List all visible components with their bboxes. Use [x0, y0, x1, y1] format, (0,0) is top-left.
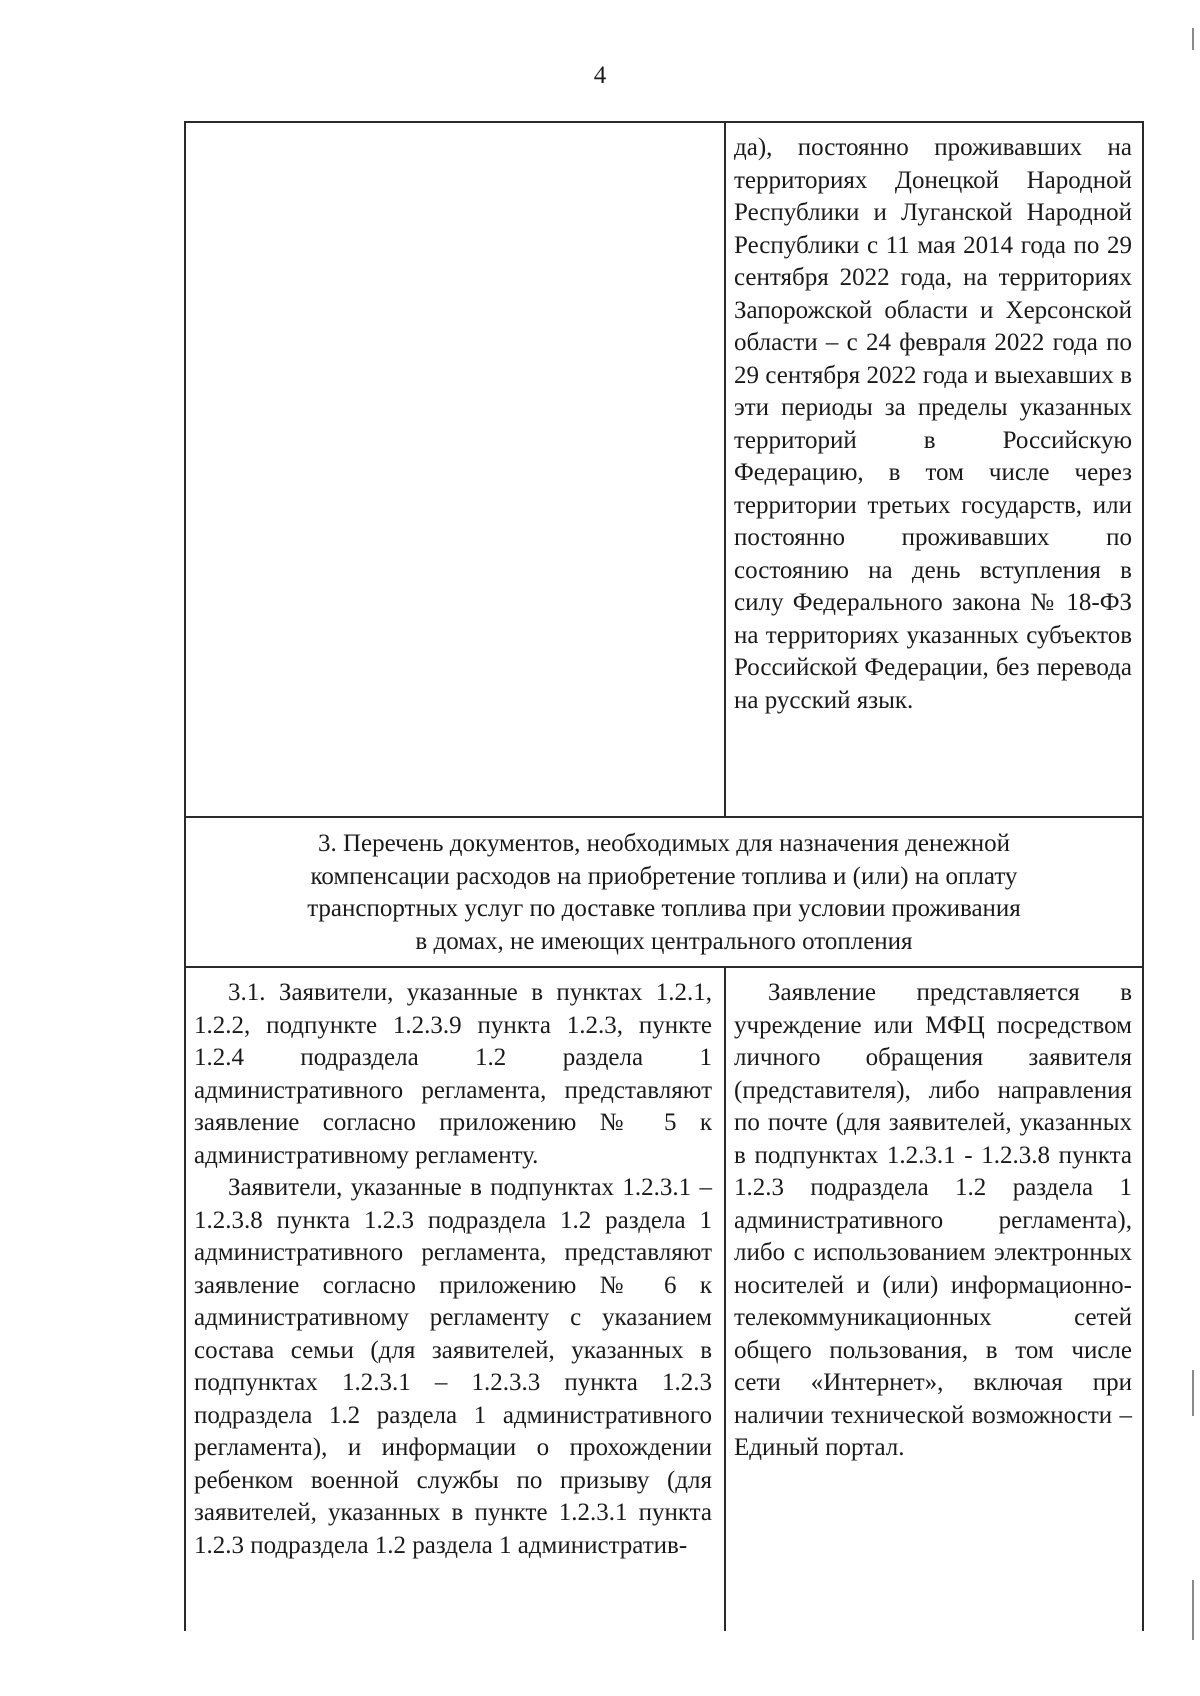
section-3-heading-row — [186, 818, 1142, 968]
section-heading-line: компенсации расходов на приобретение топлива и (или) на оплату — [310, 862, 1018, 890]
scan-edge-mark — [1192, 1580, 1194, 1640]
section-3-heading — [226, 828, 1102, 958]
row1-right-cell-text: да), постоянно проживавших на территориях Донецкой Народной Республики и Луганской Народной Республики с 11 мая 2014 года по 29 сентября 2022 года, на территориях Запорожской области и Херсонской области – с 24 февраля 2022 года по 29 сентября 2022 года и выехавших в эти периоды за пределы указанных территорий в Российскую Федерацию, в том числе через территории третьих государств, или постоянно проживавших по состоянию на день вступления в силу Федерального закона № 18-ФЗ на территориях указанных субъектов Российской Федерации, без перевода на русский язык. — [734, 134, 1132, 714]
left-paragraph-1: 3.1. Заявители, указанные в пунктах 1.2.1, 1.2.2, подпункте 1.2.3.9 пункта 1.2.3, пункте 1.2.4 подраздела 1.2 раздела 1 административного регламента, представляют заявление согласно приложению № 5 к административному регламенту. — [194, 979, 712, 1169]
row3-left-cell — [194, 977, 712, 1562]
left-paragraph-2: Заявители, указанные в подпунктах 1.2.3.1 – 1.2.3.8 пункта 1.2.3 подраздела 1.2 раздела 1 административного регламента, представляют заявление согласно приложению № 6 к административному регламенту с указанием состава семьи (для заявителей, указанных в подпунктах 1.2.3.1 – 1.2.3.3 пункта 1.2.3 подраздела 1.2 раздела 1 административного регламента), и информации о прохождении ребенком военной службы по призыву (для заявителей, указанных в пункте 1.2.3.1 пункта 1.2.3 подраздела 1.2 раздела 1 административ- — [194, 1174, 712, 1559]
page-number: 4 — [593, 62, 607, 89]
scan-edge-mark — [1192, 1370, 1194, 1416]
section-heading-line: 3. Перечень документов, необходимых для назначения денежной — [317, 830, 1010, 857]
scan-edge-mark — [1192, 28, 1194, 50]
table-row-continuation — [186, 123, 1142, 818]
section-heading-line: транспортных услуг по доставке топлива при условии проживания — [307, 895, 1021, 922]
row3-right-cell-text: Заявление представляется в учреждение или МФЦ посредством личного обращения заявителя (представителя), либо направления по почте (для заявителей, указанных в подпунктах 1.2.3.1 - 1.2.3.8 пункта 1.2.3 подраздела 1.2 раздела 1 административного регламента), либо с использованием электронных носителей и (или) информационно-телекоммуникационных сетей общего пользования, в том числе сети «Интернет», включая при наличии технической возможности – Единый портал. — [734, 979, 1132, 1461]
table-row-3-1 — [186, 968, 1142, 1631]
column-divider — [724, 968, 726, 1631]
column-divider — [724, 123, 726, 816]
section-heading-line: в домах, не имеющих центрального отопления — [415, 927, 913, 955]
document-table — [184, 121, 1144, 1631]
